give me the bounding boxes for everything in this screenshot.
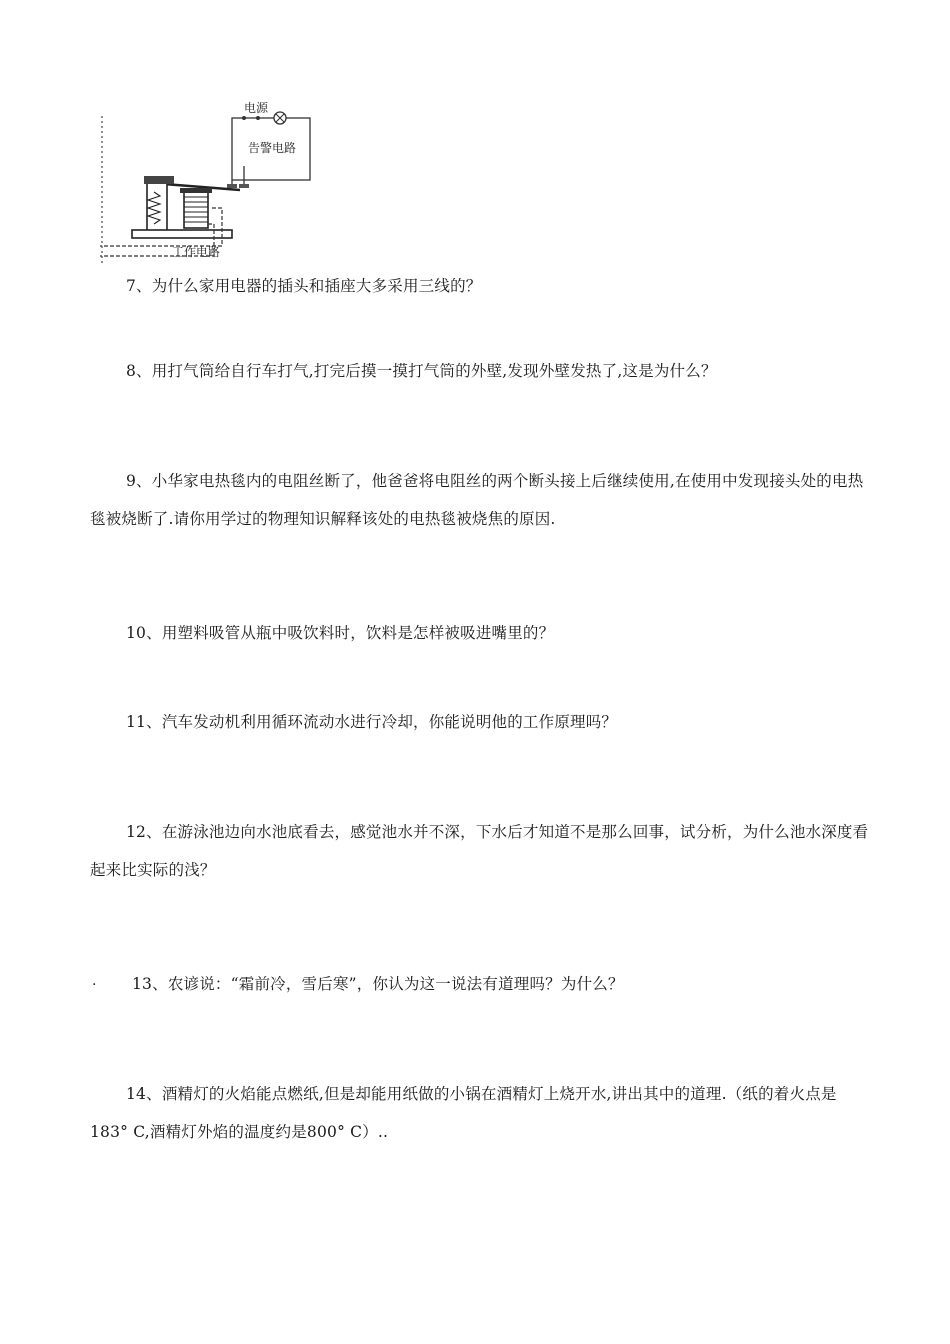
question-number: 9、 [126,472,152,490]
alarm-circuit-label: 告警电路 [248,141,297,155]
question-8 [90,352,870,390]
question-12 [90,813,870,889]
question-number: 12、 [126,823,162,841]
question-text: 为什么家用电器的插头和插座大多采用三线的？ [151,277,482,295]
work-circuit-label: 工作电路 [172,245,221,259]
question-number: 7、 [126,277,152,295]
question-11 [90,703,870,741]
question-13 [90,965,870,1003]
question-text: 酒精灯的火焰能点燃纸,但是却能用纸做的小锅在酒精灯上烧开水,讲出其中的道理.（纸的着火点是183° C,酒精灯外焰的温度约是800° C）.. [90,1085,837,1141]
relay-base [132,230,232,238]
question-text: 用塑料吸管从瓶中吸饮料时，饮料是怎样被吸进嘴里的？ [161,624,555,642]
stray-mark: . [92,973,97,989]
question-number: 11、 [126,713,162,731]
question-text: 在游泳池边向水池底看去，感觉池水并不深，下水后才知道不是那么回事，试分析，为什么池水深度看起来比实际的浅？ [90,823,869,879]
question-14 [90,1075,870,1151]
question-7 [90,267,870,305]
power-label: 电源 [244,101,269,115]
question-number: 13、 [132,975,168,993]
question-number: 14、 [126,1085,162,1103]
question-number: 8、 [126,362,152,380]
question-9 [90,462,870,538]
question-text: 汽车发动机利用循环流动水进行冷却，你能说明他的工作原理吗？ [161,713,618,731]
question-10 [90,614,870,652]
question-text: 农谚说：“霜前冷，雪后寒”，你认为这一说法有道理吗？为什么？ [167,975,624,993]
relay-circuit-figure [92,96,332,268]
question-text: 用打气筒给自行车打气,打完后摸一摸打气筒的外壁,发现外壁发热了,这是为什么？ [151,362,717,380]
question-number: 10、 [126,624,162,642]
question-text: 小华家电热毯内的电阻丝断了，他爸爸将电阻丝的两个断头接上后继续使用,在使用中发现接头处的电热毯被烧断了.请你用学过的物理知识解释该处的电热毯被烧焦的原因. [90,472,864,528]
